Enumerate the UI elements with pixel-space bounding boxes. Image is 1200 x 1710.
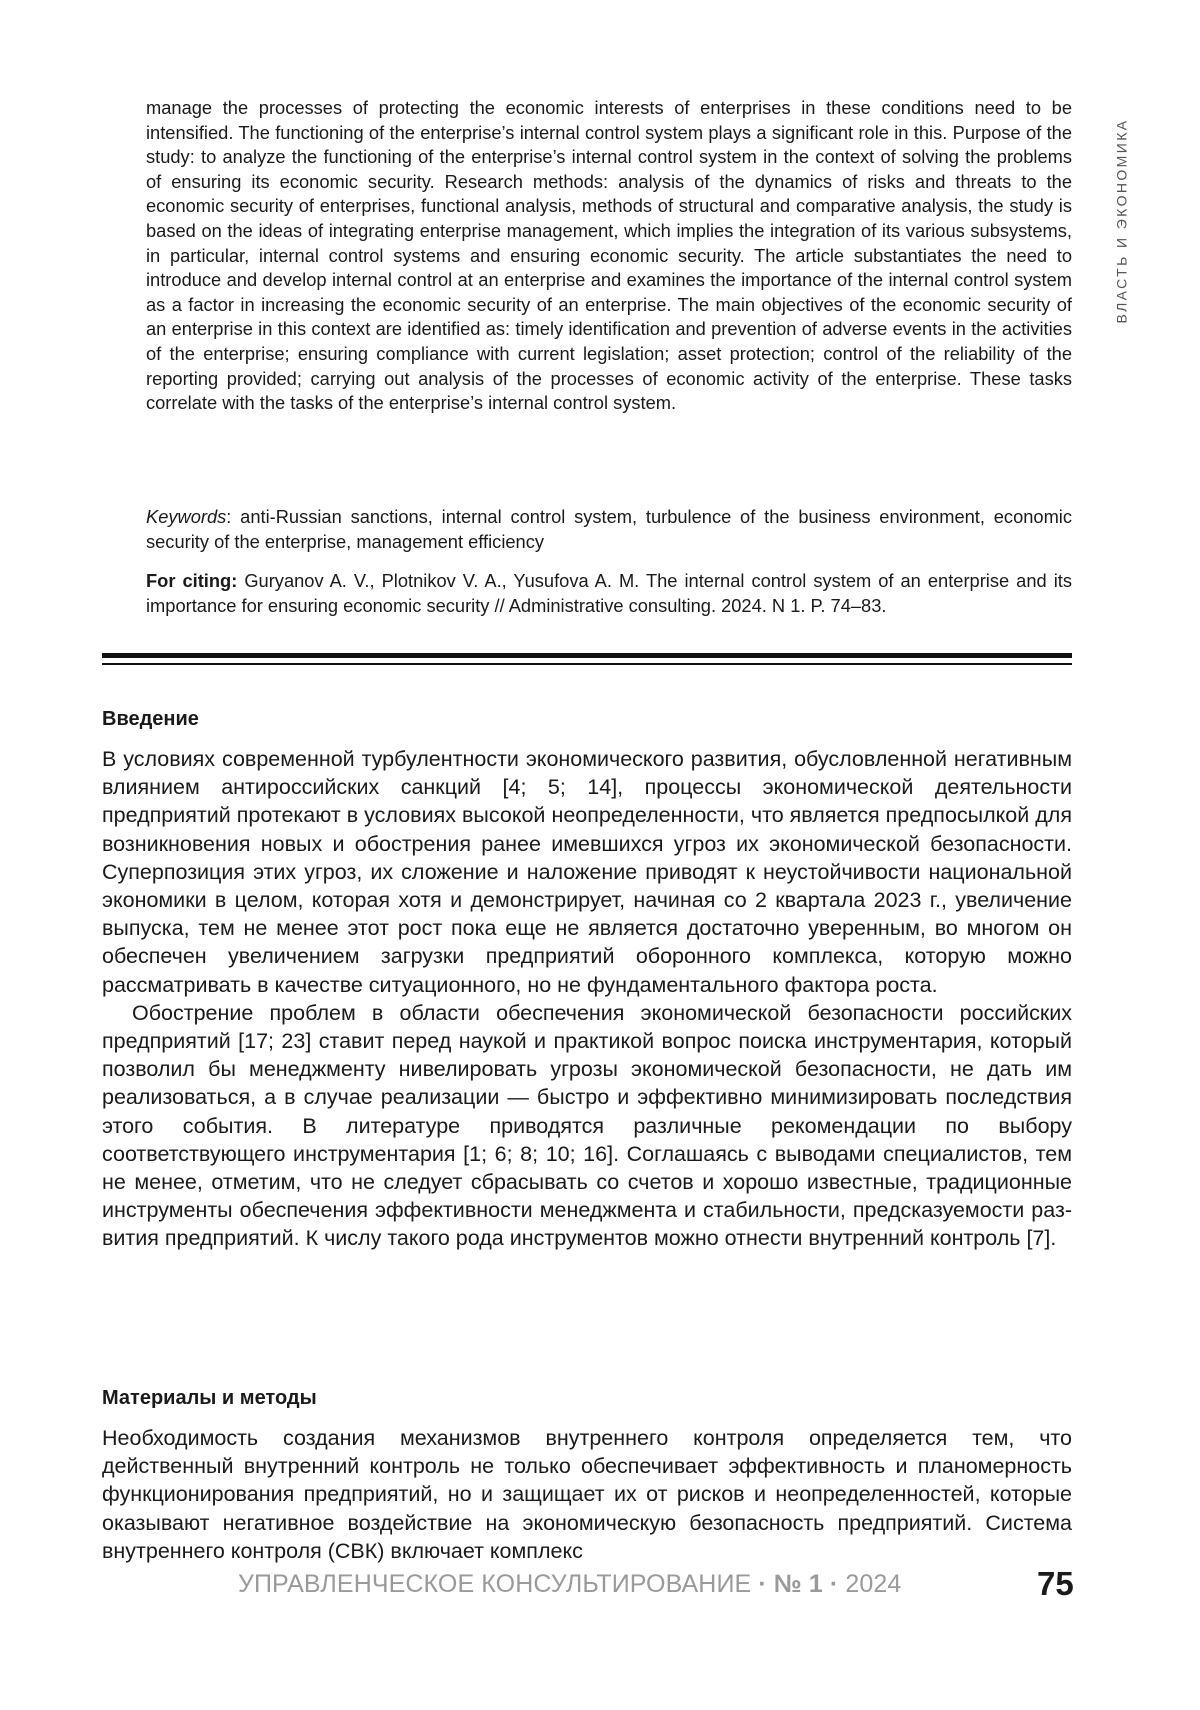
keywords-block	[146, 505, 1072, 554]
intro-body	[102, 745, 1072, 1253]
abstract-text: manage the processes of protecting the economic interests of enterprises in these conditions need to be intensified. The functioning of the enterprise’s internal control system plays a significant role in this. Purpose of the study: to analyze the functioning of the enterprise’s internal control system in the context of solving the problems of ensuring its economic security. Research methods: analysis of the dynamics of risks and threats to the economic security of enterprises, functional analysis, methods of structural and comparative analysis, the study is based on the ideas of integrating enterprise management, which implies the integration of its various subsystems, in particular, internal control systems and ensuring economic security. The article substantiates the need to introduce and develop internal control at an enterprise and examines the importance of the internal control system as a factor in increasing the economic security of an enterprise. The main objectives of the economic security of an enterprise in this context are identified as: timely identification and prevention of adverse events in the activities of the enterprise; ensuring compliance with current legislation; asset protection; control of the reliability of the reporting provided; carrying out analysis of the processes of economic activity of the enterprise. These tasks correlate with the tasks of the enterprise’s internal control system.	[146, 97, 1072, 414]
methods-body	[102, 1424, 1072, 1565]
methods-paragraph-1: Необходимость создания механизмов внутреннего контроля определяется тем, что действенный внутренний контроль не только обеспечивает эффективность и планомерность функционирования предприятий, но и защищает их от рисков и неопределенностей, которые оказывают негативное воздействие на экономическую безопасность предприятий. Система внутреннего контроля (СВК) включает комплекс	[102, 1426, 1072, 1563]
page-number: 75	[1037, 1565, 1074, 1602]
citation-block	[146, 568, 1072, 618]
footer-separator-2: ·	[822, 1570, 846, 1598]
footer-issue: № 1	[773, 1570, 823, 1598]
methods-heading: Материалы и методы	[102, 1387, 317, 1409]
intro-paragraph-2: Обострение проблем в области обеспечения экономической безопасности российских предприятий [17; 23] ставит перед наукой и практикой вопрос поиска инструментария, который позволил бы менеджменту нивелировать угрозы экономической безопасности, не дать им реализоваться, а в случае реализации — быстро и эффективно минимизировать последствия этого события. В литературе приводятся различные рекомендации по выбору соответствующего инструментария [1; 6; 8; 10; 16]. Соглашаясь с выводами специалистов, тем не менее, отметим, что не следует сбрасывать со счетов и хорошо известные, традиционные инструменты обеспечения эффективности менеджмента и стабильности, предсказуемости развития предприятий. К числу такого рода инструментов можно отнести внутренний контроль [7].	[102, 1000, 1072, 1251]
footer-separator-1: ·	[751, 1570, 774, 1598]
footer-journal-name: УПРАВЛЕНЧЕСКОЕ КОНСУЛЬТИРОВАНИЕ	[238, 1570, 752, 1598]
divider-thick	[102, 653, 1072, 658]
journal-footer	[238, 1570, 901, 1599]
footer-year: 2024	[845, 1570, 902, 1598]
section-side-label-text: ВЛАСТЬ И ЭКОНОМИКА	[1113, 118, 1129, 323]
keywords-text: : anti-Russian sanctions, internal control system, turbulence of the business environment, economic security of the enterprise, management efficiency	[146, 506, 1072, 552]
citation-text: Guryanov A. V., Plotnikov V. A., Yusufova A. M. The internal control system of an enterprise and its importance for ensuring economic security // Administrative consulting. 2024. N 1. P. 74–83.	[146, 570, 1072, 616]
abstract-block	[146, 96, 1072, 416]
divider-thin	[102, 663, 1072, 665]
keywords-label: Keywords	[146, 506, 227, 527]
citation-paragraph	[146, 568, 1072, 618]
keywords-paragraph	[146, 505, 1072, 554]
intro-heading: Введение	[102, 708, 199, 730]
section-side-label	[1109, 98, 1133, 343]
intro-paragraph-1: В условиях современной турбулентности экономического развития, обусловленной негативным влиянием антироссийских санкций [4; 5; 14], процессы экономической деятельности предприятий протекают в условиях высокой неопределенности, что является предпосылкой для возникновения новых и обострения ранее имевшихся угроз их экономической безопасности. Суперпозиция этих угроз, их сложение и наложение приводят к неустойчивости национальной экономики в целом, которая хотя и демонстрирует, начиная со 2 квартала 2023 г., увеличение выпуска, тем не менее этот рост пока еще не является достаточно уверенным, во многом он обеспечен увеличением загрузки предприятий оборонного комплекса, которую можно рассматривать в качестве ситуационного, но не фундаментального фактора роста.	[102, 747, 1072, 997]
citation-label: For citing:	[146, 570, 238, 591]
